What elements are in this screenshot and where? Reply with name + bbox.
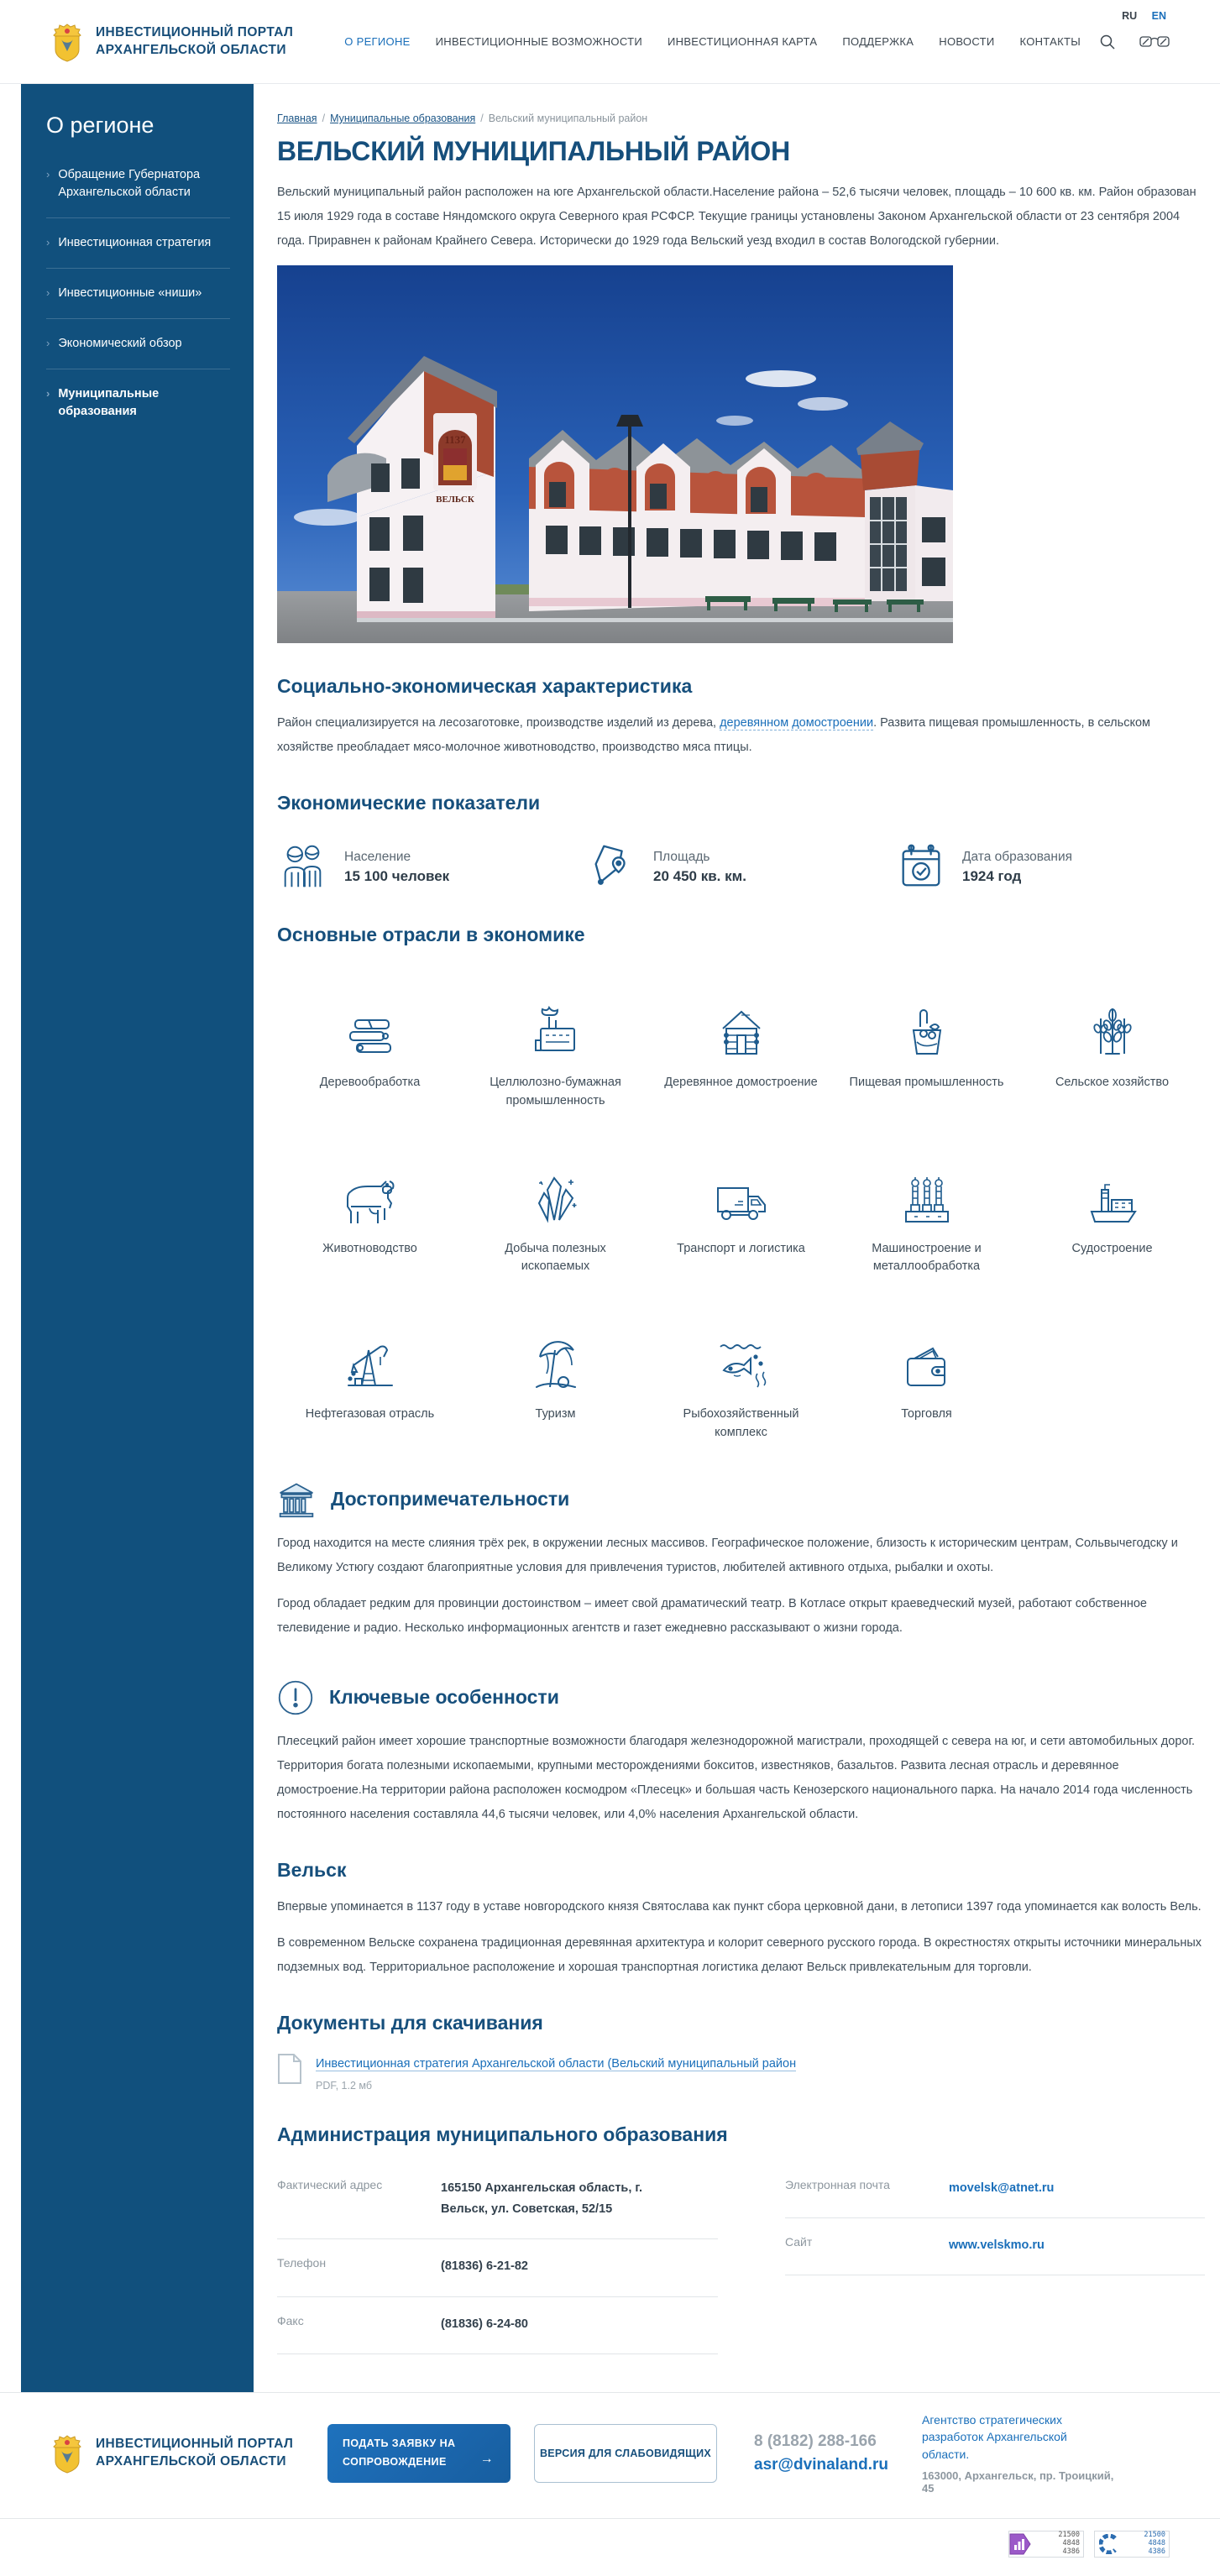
sidebar-item-label: Обращение Губернатора Архангельской области bbox=[58, 168, 201, 200]
beach-umbrella-icon bbox=[528, 1315, 584, 1392]
website-link[interactable]: www.velskmo.ru bbox=[949, 2238, 1045, 2252]
exclamation-circle-icon bbox=[277, 1679, 314, 1716]
contact-label: Фактический адрес bbox=[277, 2177, 383, 2191]
industry-label: Рыбохозяйственный комплекс bbox=[683, 1407, 799, 1439]
accessibility-glasses-icon[interactable] bbox=[1139, 34, 1170, 50]
industry-label: Добыча полезных ископаемых bbox=[505, 1241, 606, 1274]
contact-label: Электронная почта bbox=[785, 2177, 890, 2191]
strategy-pdf-link[interactable]: Инвестиционная стратегия Архангельской области (Вельский муниципальный район bbox=[316, 2056, 797, 2071]
industry-label: Животноводство bbox=[322, 1241, 417, 1255]
fish-icon bbox=[714, 1315, 769, 1392]
museum-icon bbox=[277, 1481, 316, 1518]
main-content bbox=[254, 84, 1220, 2392]
page-title: ВЕЛЬСКИЙ МУНИЦИПАЛЬНЫЙ РАЙОН bbox=[277, 136, 791, 166]
features-paragraph: Плесецкий район имеет хорошие транспортные возможности благодаря железнодорожной магистрали, проходящей с севера на юг, и сети автомобильных дорог. Территория богата полезными ископаемыми, крупными месторождениями бокситов, известняков, базальтов. Развита лесная отрасль и деревянное домостроение.На территории района расположен космодром «Плесецк» и большая часть Кенозерского национального парка. На начало 2014 года численность постоянного населения составляла 44,6 тысячи человек, или 4,0% населения Архангельской области. bbox=[277, 1734, 1196, 1821]
coat-of-arms-icon bbox=[50, 2432, 84, 2474]
industry-label: Пищевая промышленность bbox=[849, 1076, 1004, 1089]
sidebar-item-municipalities[interactable] bbox=[46, 369, 230, 437]
industry-tourism bbox=[463, 1315, 648, 1442]
industry-fishery bbox=[648, 1315, 834, 1442]
sidebar-item-label: Инвестиционная стратегия bbox=[58, 236, 212, 250]
indicator-value: 15 100 человек bbox=[344, 868, 450, 885]
indicator-area bbox=[586, 840, 895, 892]
counter-value: 4848 bbox=[1148, 2539, 1165, 2548]
search-icon[interactable] bbox=[1099, 34, 1116, 50]
contact-value: (81836) 6-24-80 bbox=[441, 2317, 528, 2331]
section-sights-heading: Достопримечательности bbox=[331, 1488, 570, 1510]
agency-name: Агентство стратегических разработок Архангельской области. bbox=[922, 2413, 1067, 2461]
industries-grid bbox=[277, 983, 1205, 1442]
nav-support[interactable]: ПОДДЕРЖКА bbox=[842, 35, 914, 48]
contact-row-email bbox=[785, 2161, 1205, 2218]
sidebar-item-label: Муниципальные образования bbox=[58, 387, 160, 419]
contact-value: 165150 Архангельская область, г. Вельск, ул. Советская, 52/15 bbox=[441, 2181, 643, 2216]
email-link[interactable]: movelsk@atnet.ru bbox=[949, 2181, 1055, 2195]
industry-transport bbox=[648, 1149, 834, 1277]
breadcrumb-municipalities[interactable]: Муниципальные образования bbox=[330, 113, 476, 124]
contact-row-address bbox=[277, 2161, 718, 2240]
industry-mining bbox=[463, 1149, 648, 1277]
chevron-right-icon: › bbox=[46, 286, 50, 300]
breadcrumb-separator: / bbox=[322, 113, 326, 124]
indicator-label: Площадь bbox=[653, 849, 710, 864]
industry-trade bbox=[834, 1315, 1019, 1442]
oil-pump-icon bbox=[343, 1315, 397, 1392]
sidebar-item-invest-strategy[interactable] bbox=[46, 218, 230, 269]
sidebar-item-economic-review[interactable] bbox=[46, 319, 230, 369]
velsk-paragraph-1: Впервые упоминается в 1137 году в уставе новгородского князя Святослава как пункт сбора церковной дани, в летописи 1397 года упоминается как волость Вель. bbox=[277, 1899, 1202, 1914]
industry-label: Деревообработка bbox=[319, 1076, 421, 1089]
area-map-icon bbox=[586, 840, 638, 892]
document-row bbox=[277, 2053, 1205, 2092]
footer-email[interactable]: asr@dvinaland.ru bbox=[754, 2455, 889, 2474]
industry-label: Сельское хозяйство bbox=[1055, 1076, 1170, 1089]
section-docs-heading: Документы для скачивания bbox=[277, 2011, 543, 2034]
industry-pulp-paper bbox=[463, 983, 648, 1111]
site-footer bbox=[0, 2392, 1220, 2576]
footer-logo[interactable] bbox=[50, 2432, 327, 2474]
industry-wooden-housing bbox=[648, 983, 834, 1111]
industry-wood-processing bbox=[277, 983, 463, 1111]
population-icon bbox=[277, 840, 329, 892]
industry-oil-gas bbox=[277, 1315, 463, 1442]
counter-value: 4386 bbox=[1148, 2547, 1165, 2556]
industry-food bbox=[834, 983, 1019, 1111]
breadcrumb-home[interactable]: Главная bbox=[277, 113, 317, 124]
industry-label: Целлюлозно-бумажная промышленность bbox=[490, 1076, 621, 1107]
nav-news[interactable]: НОВОСТИ bbox=[939, 35, 995, 48]
industry-label: Туризм bbox=[535, 1407, 576, 1421]
nav-about-region[interactable]: О РЕГИОНЕ bbox=[344, 35, 411, 48]
visually-impaired-version-button[interactable]: ВЕРСИЯ ДЛЯ СЛАБОВИДЯЩИХ bbox=[534, 2424, 717, 2483]
section-socio-heading: Социально-экономическая характеристика bbox=[277, 675, 693, 697]
apply-support-button[interactable]: ПОДАТЬ ЗАЯВКУ НА СОПРОВОЖДЕНИЕ → bbox=[327, 2424, 511, 2483]
liveinternet-counter-icon bbox=[1009, 2531, 1031, 2557]
contact-value: (81836) 6-21-82 bbox=[441, 2259, 528, 2274]
industry-shipbuilding bbox=[1019, 1149, 1205, 1277]
indicator-value: 20 450 кв. км. bbox=[653, 868, 746, 885]
footer-phone[interactable]: 8 (8182) 288-166 bbox=[754, 2432, 877, 2450]
socio-paragraph bbox=[277, 711, 1205, 760]
industry-machinery bbox=[834, 1149, 1019, 1277]
lang-en[interactable]: EN bbox=[1151, 10, 1166, 22]
visitor-counter-sputnik[interactable] bbox=[1094, 2531, 1170, 2558]
industry-label: Машиностроение и металлообработка bbox=[872, 1241, 982, 1274]
footer-agency bbox=[922, 2411, 1115, 2495]
site-logo[interactable] bbox=[50, 21, 293, 63]
breadcrumb-separator: / bbox=[480, 113, 484, 124]
footer-contacts bbox=[754, 2432, 888, 2474]
counter-value: 21500 bbox=[1144, 2531, 1165, 2540]
contact-row-site bbox=[785, 2218, 1205, 2275]
chevron-right-icon: › bbox=[46, 168, 50, 181]
industry-label: Судостроение bbox=[1071, 1241, 1153, 1255]
chevron-right-icon: › bbox=[46, 236, 50, 249]
ship-icon bbox=[1083, 1149, 1142, 1227]
nav-invest-map[interactable]: ИНВЕСТИЦИОННАЯ КАРТА bbox=[667, 35, 818, 48]
logs-icon bbox=[343, 983, 397, 1060]
truck-icon bbox=[713, 1149, 770, 1227]
calendar-check-icon bbox=[895, 840, 947, 892]
industry-label: Транспорт и логистика bbox=[677, 1241, 805, 1255]
economic-indicators bbox=[277, 840, 1205, 892]
wheat-icon bbox=[1086, 983, 1139, 1060]
cow-icon bbox=[341, 1149, 400, 1227]
svg-text:ВЕЛЬСК: ВЕЛЬСК bbox=[436, 495, 474, 505]
visitor-counter-liveinternet[interactable] bbox=[1008, 2531, 1084, 2558]
agency-address: 163000, Архангельск, пр. Троицкий, 45 bbox=[922, 2469, 1114, 2495]
sidebar-item-governor-address[interactable] bbox=[46, 150, 230, 218]
counter-value: 4386 bbox=[1062, 2547, 1080, 2556]
contact-label: Сайт bbox=[785, 2234, 813, 2249]
indicator-label: Дата образования bbox=[962, 849, 1073, 864]
sidebar-item-label: Инвестиционные «ниши» bbox=[58, 286, 202, 301]
indicator-label: Население bbox=[344, 849, 411, 864]
socio-text: . Развита пищевая промышленность, в сельском хозяйстве преобладает мясо-молочное животноводство, производство мяса птицы. bbox=[277, 716, 1150, 754]
contact-row-phone bbox=[277, 2239, 718, 2296]
header-icons bbox=[1099, 34, 1170, 50]
food-basket-icon bbox=[900, 983, 954, 1060]
sidebar-about-region bbox=[21, 84, 254, 2392]
admin-contacts bbox=[277, 2161, 1205, 2355]
sights-paragraph-1: Город находится на месте слияния трёх рек, в окружении лесных массивов. Географическое положение, близость к историческим центрам, Сольвычегодску и Великому Устюгу создают благоприятные условия для привлечения туристов, любителей активного отдыха, рыбалки и охоты. bbox=[277, 1536, 1178, 1574]
footer-logo-title: ИНВЕСТИЦИОННЫЙ ПОРТАЛ АРХАНГЕЛЬСКОЙ ОБЛАСТИ bbox=[96, 2436, 294, 2469]
counter-value: 4848 bbox=[1062, 2539, 1080, 2548]
wooden-housebuilding-link[interactable]: деревянном домостроении bbox=[720, 716, 874, 730]
chevron-right-icon: › bbox=[46, 337, 50, 350]
features-heading-row bbox=[277, 1679, 1205, 1716]
breadcrumb bbox=[277, 113, 1205, 124]
contact-row-fax bbox=[277, 2297, 718, 2354]
svg-text:1137: 1137 bbox=[444, 433, 466, 446]
document-meta: PDF, 1.2 мб bbox=[316, 2079, 373, 2092]
language-switcher bbox=[1110, 10, 1166, 22]
sights-heading-row bbox=[277, 1481, 1205, 1518]
sidebar-item-invest-niches[interactable] bbox=[46, 269, 230, 319]
indicator-founded bbox=[895, 840, 1204, 892]
main-nav bbox=[344, 35, 1081, 48]
log-house-icon bbox=[715, 983, 768, 1060]
industry-label: Деревянное домостроение bbox=[664, 1076, 818, 1089]
velsk-paragraph-2: В современном Вельске сохранена традиционная деревянная архитектура и колорит северного русского города. В окрестностях открыты источники минеральных подземных вод. Территориальное расположение и хорошая транспортная логистика делают Вельск привлекательным для торговли. bbox=[277, 1935, 1202, 1974]
lang-ru[interactable]: RU bbox=[1122, 10, 1138, 22]
sputnik-counter-icon bbox=[1099, 2534, 1119, 2554]
chevron-right-icon: › bbox=[46, 387, 50, 401]
socio-text: Район специализируется на лесозаготовке, производстве изделий из дерева, bbox=[277, 716, 720, 730]
logo-title: ИНВЕСТИЦИОННЫЙ ПОРТАЛ АРХАНГЕЛЬСКОЙ ОБЛАСТИ bbox=[96, 24, 294, 57]
sights-paragraph-2: Город обладает редким для провинции достоинством – имеет свой драматический театр. В Котласе открыт краеведческий музей, работают собственное телевидение и радио. Несколько информационных агентств и газет ежедневно рассказывают о жизни города. bbox=[277, 1596, 1147, 1635]
indicator-population bbox=[277, 840, 586, 892]
district-photo bbox=[277, 265, 953, 643]
section-velsk-heading: Вельск bbox=[277, 1858, 347, 1881]
breadcrumb-current: Вельский муниципальный район bbox=[488, 113, 648, 124]
contacts-right-column bbox=[785, 2161, 1205, 2276]
sidebar-item-label: Экономический обзор bbox=[58, 337, 182, 351]
intro-paragraph: Вельский муниципальный район расположен на юге Архангельской области.Население района – 52,6 тысячи человек, площадь – 10 600 кв. км. Район образован 15 июля 1929 года в составе Няндомского округа Северного края РСФСР. Текущие границы установлены Законом Архангельской области от 23 сентября 2004 года. Приравнен к районам Крайнего Севера. Исторически до 1929 года Вельский уезд входил в состав Вологодской губернии. bbox=[277, 186, 1196, 248]
section-features-heading: Ключевые особенности bbox=[329, 1686, 559, 1708]
minerals-icon bbox=[529, 1149, 583, 1227]
document-icon bbox=[277, 2053, 302, 2092]
section-admin-heading: Администрация муниципального образования bbox=[277, 2123, 728, 2145]
coat-of-arms-icon bbox=[50, 21, 84, 63]
contact-label: Телефон bbox=[277, 2256, 327, 2270]
site-header bbox=[0, 0, 1220, 84]
industry-livestock bbox=[277, 1149, 463, 1277]
industry-agriculture bbox=[1019, 983, 1205, 1111]
machinery-icon bbox=[899, 1149, 955, 1227]
industry-label: Нефтегазовая отрасль bbox=[305, 1407, 435, 1421]
footer-counters-row bbox=[0, 2518, 1220, 2576]
section-industries-heading: Основные отрасли в экономике bbox=[277, 924, 585, 945]
contact-label: Факс bbox=[277, 2313, 304, 2327]
factory-icon bbox=[529, 983, 583, 1060]
nav-invest-opportunities[interactable]: ИНВЕСТИЦИОННЫЕ ВОЗМОЖНОСТИ bbox=[435, 35, 642, 48]
wallet-icon bbox=[899, 1315, 955, 1392]
industry-label: Торговля bbox=[901, 1407, 952, 1421]
indicator-value: 1924 год bbox=[962, 868, 1022, 885]
nav-contacts[interactable]: КОНТАКТЫ bbox=[1019, 35, 1081, 48]
counter-value: 21500 bbox=[1058, 2531, 1080, 2540]
sidebar-title: О регионе bbox=[46, 113, 154, 138]
section-econ-heading: Экономические показатели bbox=[277, 792, 541, 814]
contacts-left-column bbox=[277, 2161, 718, 2355]
arrow-right-icon: → bbox=[479, 2452, 494, 2467]
